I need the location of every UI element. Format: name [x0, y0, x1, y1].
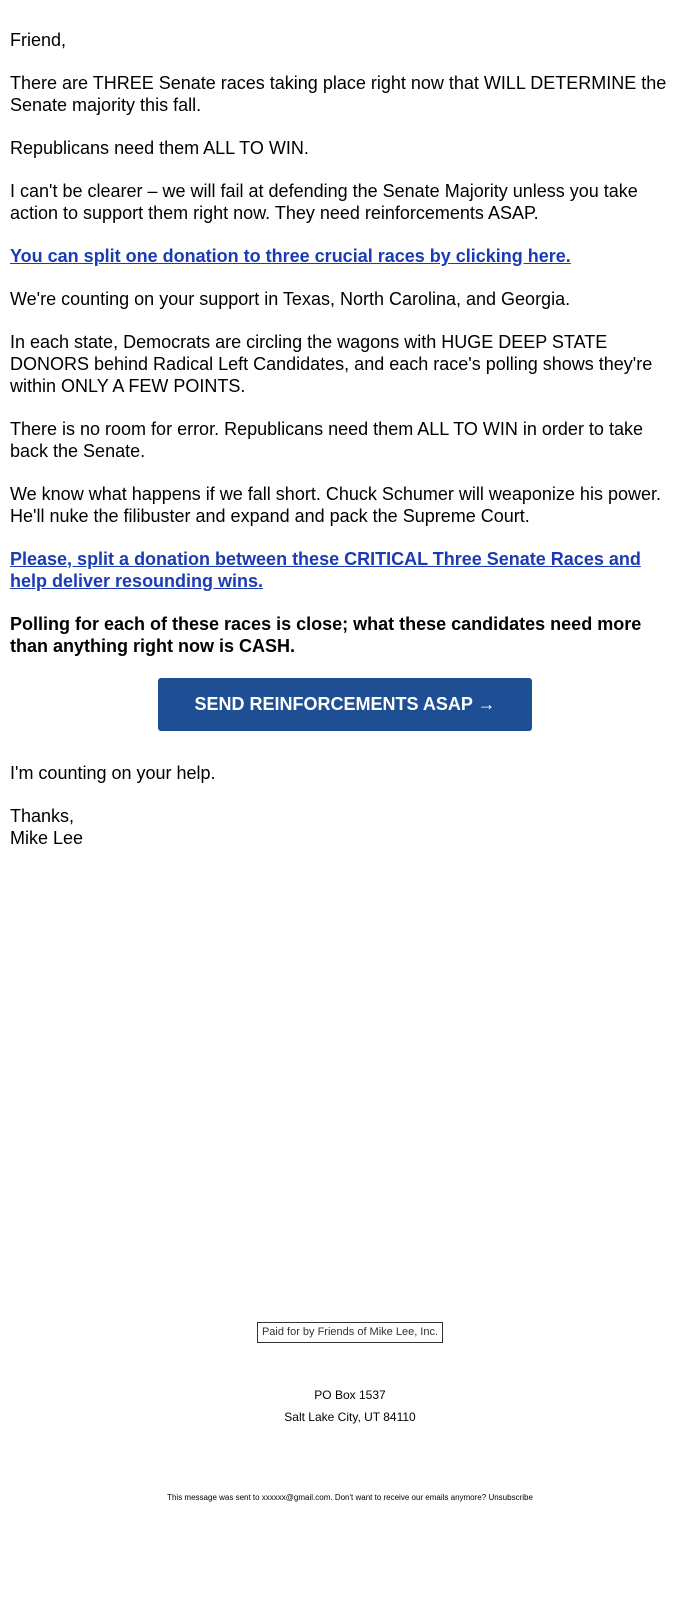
critical-races-link[interactable]: Please, split a donation between these CRITICAL Three Senate Races and help deliver resounding wins. [10, 549, 641, 591]
signoff [10, 762, 678, 849]
sent-to-text: This message was sent to xxxxxx@gmail.com. Don't want to receive our emails anymore? [167, 1493, 487, 1502]
paragraph-polling-cash: Polling for each of these races is close; what these candidates need more than anything right now is CASH. [10, 614, 642, 656]
thanks-text: Thanks, [10, 806, 75, 826]
email-body [10, 29, 678, 870]
fineprint [0, 1493, 700, 1503]
send-reinforcements-button[interactable]: SEND REINFORCEMENTS ASAP → [158, 678, 532, 731]
address-line-2: Salt Lake City, UT 84110 [284, 1410, 416, 1424]
paragraph-cant-be-clearer: I can't be clearer – we will fail at defending the Senate Majority unless you take action to support them right now. They need reinforcements ASAP. [10, 181, 638, 223]
paid-for-box: Paid for by Friends of Mike Lee, Inc. [257, 1322, 443, 1343]
closing [10, 805, 678, 849]
cta-container [10, 678, 678, 731]
paragraph-counting-help: I'm counting on your help. [10, 763, 216, 783]
paragraph-link-critical-races [10, 548, 678, 592]
unsubscribe-link[interactable]: Unsubscribe [488, 1493, 533, 1502]
signature: Mike Lee [10, 828, 84, 848]
split-donation-link[interactable]: You can split one donation to three crucial races by clicking here. [10, 246, 571, 266]
paragraph-counting-states: We're counting on your support in Texas, North Carolina, and Georgia. [10, 289, 571, 309]
greeting: Friend, [10, 30, 67, 50]
paragraph-link-split-donation [10, 245, 678, 267]
paragraph-no-room: There is no room for error. Republicans need them ALL TO WIN in order to take back the Senate. [10, 419, 643, 461]
paragraph-democrats: In each state, Democrats are circling the wagons with HUGE DEEP STATE DONORS behind Radical Left Candidates, and each race's polling shows they're within ONLY A FEW POINTS. [10, 332, 653, 396]
paragraph-three-races: There are THREE Senate races taking place right now that WILL DETERMINE the Senate majority this fall. [10, 73, 667, 115]
paragraph-fall-short: We know what happens if we fall short. Chuck Schumer will weaponize his power. He'll nuke the filibuster and expand and pack the Supreme Court. [10, 484, 661, 526]
paragraph-all-to-win: Republicans need them ALL TO WIN. [10, 138, 309, 158]
mailing-address [0, 1384, 700, 1428]
paid-for-disclaimer [0, 1322, 700, 1343]
address-line-1: PO Box 1537 [314, 1388, 386, 1402]
